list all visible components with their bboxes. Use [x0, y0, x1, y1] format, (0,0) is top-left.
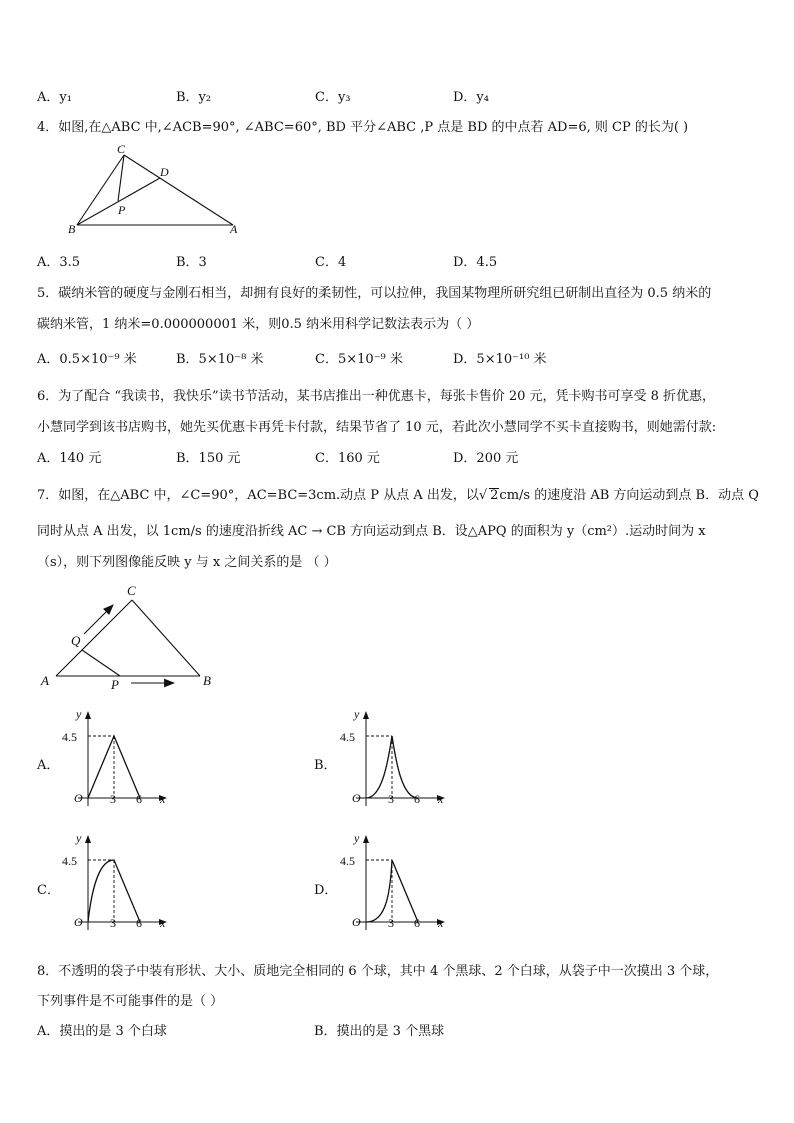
q6-line-1: 6．为了配合 “我读书，我快乐”读书节活动，某书店推出一种优惠卡，每张卡售价 20 元，凭卡购书可享受 8 折优惠， [37, 389, 716, 404]
q7-label-b: B [203, 673, 211, 688]
q7-label-a: A [41, 673, 49, 688]
tick-label-y-max: 4.5 [62, 854, 77, 868]
axis-label-y: y [354, 707, 360, 721]
q3-option-b: B．y₂ [176, 90, 212, 105]
q8-line-2: 下列事件是不可能事件的是（ ） [37, 994, 224, 1009]
q6-option-d: D．200 元 [453, 451, 519, 466]
q7-triangle-figure [36, 582, 220, 692]
axis-label-y: y [76, 707, 82, 721]
q6-option-a: A．140 元 [37, 451, 102, 466]
q3-option-d: D．y₄ [453, 90, 489, 105]
q5-line-2: 碳纳米管，1 纳米=0.000000001 米，则0.5 纳米用科学记数法表示为（ ） [37, 317, 480, 332]
q4-triangle-figure [64, 140, 254, 236]
q7-graph-c [58, 830, 170, 934]
tick-label-x-3: 3 [388, 916, 394, 930]
q7-line-1 [37, 484, 759, 503]
q7-option-b-letter: B． [314, 758, 337, 773]
q4-option-b: B．3 [176, 255, 207, 270]
tick-label-x-3: 3 [110, 792, 116, 806]
q8-option-b: B．摸出的是 3 个黑球 [314, 1024, 445, 1039]
sqrt-symbol: √ [478, 488, 488, 503]
origin-label: O [74, 791, 83, 805]
axis-label-x: x [438, 792, 444, 806]
q7-line-2: 同时从点 A 出发，以 1cm/s 的速度沿折线 AC → CB 方向运动到点 B．设△APQ 的面积为 y（cm²）.运动时间为 x [37, 524, 706, 539]
q7-label-q: Q [71, 633, 81, 648]
tick-label-x-6: 6 [414, 792, 420, 806]
q6-option-b: B．150 元 [176, 451, 241, 466]
q7-graph-d [336, 830, 448, 934]
q5-option-a: A．0.5×10⁻⁹ 米 [37, 352, 137, 367]
q7-line-1-end: cm/s 的速度沿 AB 方向运动到点 B．动点 Q [499, 488, 759, 503]
q7-label-p: P [111, 677, 119, 692]
axis-label-y: y [76, 831, 82, 845]
q7-option-c-letter: C． [37, 883, 60, 898]
origin-label: O [74, 915, 83, 929]
q5-line-1: 5．碳纳米管的硬度与金刚石相当，却拥有良好的柔韧性，可以拉伸，我国某物理所研究组已研制出直径为 0.5 纳米的 [37, 286, 712, 301]
q4-option-d: D．4.5 [453, 255, 498, 270]
q3-option-c: C．y₃ [315, 90, 351, 105]
q4-label-d: D [160, 165, 169, 179]
q7-option-a-letter: A． [37, 758, 60, 773]
q7-label-c: C [127, 583, 136, 598]
tick-label-y-max: 4.5 [340, 854, 355, 868]
q7-graph-a [58, 706, 170, 810]
q6-option-c: C．160 元 [315, 451, 380, 466]
q4-option-a: A．3.5 [37, 255, 81, 270]
q8-line-1: 8．不透明的袋子中装有形状、大小、质地完全相同的 6 个球，其中 4 个黑球、2 个白球，从袋子中一次摸出 3 个球， [37, 964, 719, 979]
q4-label-b: B [68, 222, 76, 236]
tick-label-x-6: 6 [136, 916, 142, 930]
q5-option-d: D．5×10⁻¹⁰ 米 [453, 352, 547, 367]
q4-option-c: C．4 [315, 255, 347, 270]
axis-label-y: y [354, 831, 360, 845]
q7-line-1-start: 7．如图，在△ABC 中，∠C=90°，AC=BC=3cm.动点 P 从点 A 出发，以 [37, 488, 479, 503]
axis-label-x: x [160, 792, 166, 806]
axis-label-x: x [160, 916, 166, 930]
q7-graph-b [336, 706, 448, 810]
q7-option-d-letter: D． [314, 883, 338, 898]
q3-option-a: A．y₁ [37, 90, 72, 105]
tick-label-x-6: 6 [136, 792, 142, 806]
q5-option-b: B．5×10⁻⁸ 米 [176, 352, 264, 367]
q4-label-a: A [230, 222, 238, 236]
q8-option-a: A．摸出的是 3 个白球 [37, 1024, 167, 1039]
q4-label-p: P [118, 203, 126, 217]
tick-label-x-3: 3 [388, 792, 394, 806]
q7-sqrt-value: 2 [490, 488, 499, 503]
q7-line-3: （s），则下列图像能反映 y 与 x 之间关系的是 （ ） [37, 555, 337, 570]
q4-stem: 4．如图,在△ABC 中,∠ACB=90°, ∠ABC=60°, BD 平分∠ABC ,P 点是 BD 的中点若 AD=6, 则 CP 的长为( ) [37, 120, 689, 135]
tick-label-y-max: 4.5 [62, 730, 77, 744]
q4-label-c: C [117, 142, 126, 156]
q6-line-2: 小慧同学到该书店购书，她先买优惠卡再凭卡付款，结果节省了 10 元，若此次小慧同学不买卡直接购书，则她需付款: [37, 420, 717, 435]
origin-label: O [352, 915, 361, 929]
tick-label-y-max: 4.5 [340, 730, 355, 744]
origin-label: O [352, 791, 361, 805]
tick-label-x-3: 3 [110, 916, 116, 930]
axis-label-x: x [438, 916, 444, 930]
q5-option-c: C．5×10⁻⁹ 米 [315, 352, 403, 367]
tick-label-x-6: 6 [414, 916, 420, 930]
